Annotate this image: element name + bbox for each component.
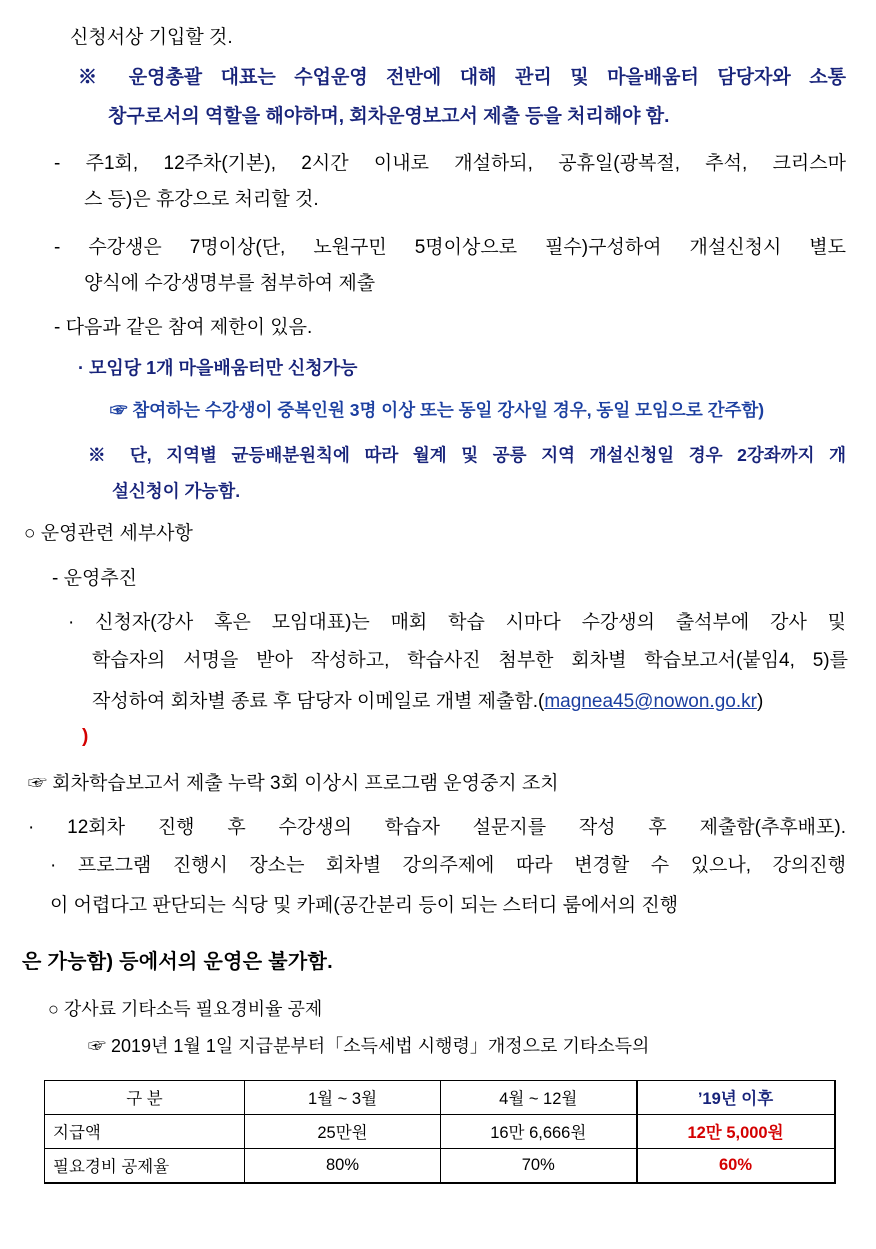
table-cell: 25만원 [245, 1115, 441, 1149]
body-line: · 신청자(강사 혹은 모임대표)는 매회 학습 시마다 수강생의 출석부에 강사 및 [68, 612, 846, 633]
body-line: 양식에 수강생명부를 첨부하여 제출 [84, 273, 376, 294]
table-row [45, 1149, 835, 1184]
body-line: ☞ 회차학습보고서 제출 누락 3회 이상시 프로그램 운영중지 조치 [28, 773, 559, 794]
body-text: ) [756, 691, 764, 712]
body-line: · 12회차 진행 후 수강생의 학습자 설문지를 작성 후 제출함(추후배포). [28, 817, 846, 838]
section-heading: ○ 운영관련 세부사항 [24, 523, 193, 544]
body-line: 스 등)은 휴강으로 처리할 것. [84, 189, 319, 210]
subsection-heading: - 운영추진 [52, 568, 138, 589]
report-warning: ) [82, 726, 89, 747]
table-cell: 12만 5,000원 [637, 1115, 835, 1149]
table-header-cell: 4월 ~ 12월 [441, 1081, 637, 1115]
body-line: ○ 강사료 기타소득 필요경비율 공제 [48, 999, 323, 1019]
restriction-exception: ※ 단, 지역별 균등배분원칙에 따라 월계 및 공릉 지역 개설신청일 경우 2강좌까지 개 [88, 445, 846, 465]
restriction-exception: 설신청이 가능함. [112, 481, 241, 501]
table-row-label: 필요경비 공제율 [45, 1149, 245, 1184]
body-line: 신청서상 기입할 것. [70, 27, 233, 48]
table-header-row [45, 1081, 835, 1115]
table-header-cell: 1월 ~ 3월 [245, 1081, 441, 1115]
table-header-cell: 구 분 [45, 1081, 245, 1115]
body-line: 학습자의 서명을 받아 작성하고, 학습사진 첨부한 회차별 학습보고서(붙임4, 5)를 [92, 650, 848, 671]
body-line: · 프로그램 진행시 장소는 회차별 강의주제에 따라 변경할 수 있으나, 강의진행 [50, 855, 846, 876]
body-line: 이 어렵다고 판단되는 식당 및 카페(공간분리 등이 되는 스터디 룸에서의 진행 [50, 895, 679, 916]
body-text: 작성하여 회차별 종료 후 담당자 이메일로 개별 제출함.( [92, 691, 545, 712]
body-line: - 수강생은 7명이상(단, 노원구민 5명이상으로 필수)구성하여 개설신청시 별도 [54, 237, 846, 258]
body-line: ☞ 2019년 1월 1일 지급분부터「소득세법 시행령」개정으로 기타소득의 [88, 1036, 650, 1056]
section-heading-fee: 은 가능함) 등에서의 운영은 불가함. [22, 951, 333, 973]
fee-table [44, 1080, 836, 1184]
table-cell: 80% [245, 1149, 441, 1184]
email-link[interactable]: magnea45@nowon.go.kr [544, 691, 757, 712]
restriction-note: ☞ 참여하는 수강생이 중복인원 3명 이상 또는 동일 강사일 경우, 동일 모임으로 간주함) [110, 400, 765, 420]
restriction-item: · 모임당 1개 마을배움터만 신청가능 [78, 358, 358, 378]
body-line: - 다음과 같은 참여 제한이 있음. [54, 317, 313, 338]
table-header-cell: ’19년 이후 [637, 1081, 835, 1115]
table-cell: 60% [637, 1149, 835, 1184]
table-row [45, 1115, 835, 1149]
body-line-email [92, 686, 872, 713]
table-cell: 16만 6,666원 [441, 1115, 637, 1149]
notice-line: ※ 운영총괄 대표는 수업운영 전반에 대해 관리 및 마을배움터 담당자와 소통 [78, 67, 846, 88]
table-row-label: 지급액 [45, 1115, 245, 1149]
table-cell: 70% [441, 1149, 637, 1184]
body-line: - 주1회, 12주차(기본), 2시간 이내로 개설하되, 공휴일(광복절, 추석, 크리스마 [54, 153, 846, 174]
notice-line: 창구로서의 역할을 해야하며, 회차운영보고서 제출 등을 처리해야 함. [108, 106, 670, 127]
